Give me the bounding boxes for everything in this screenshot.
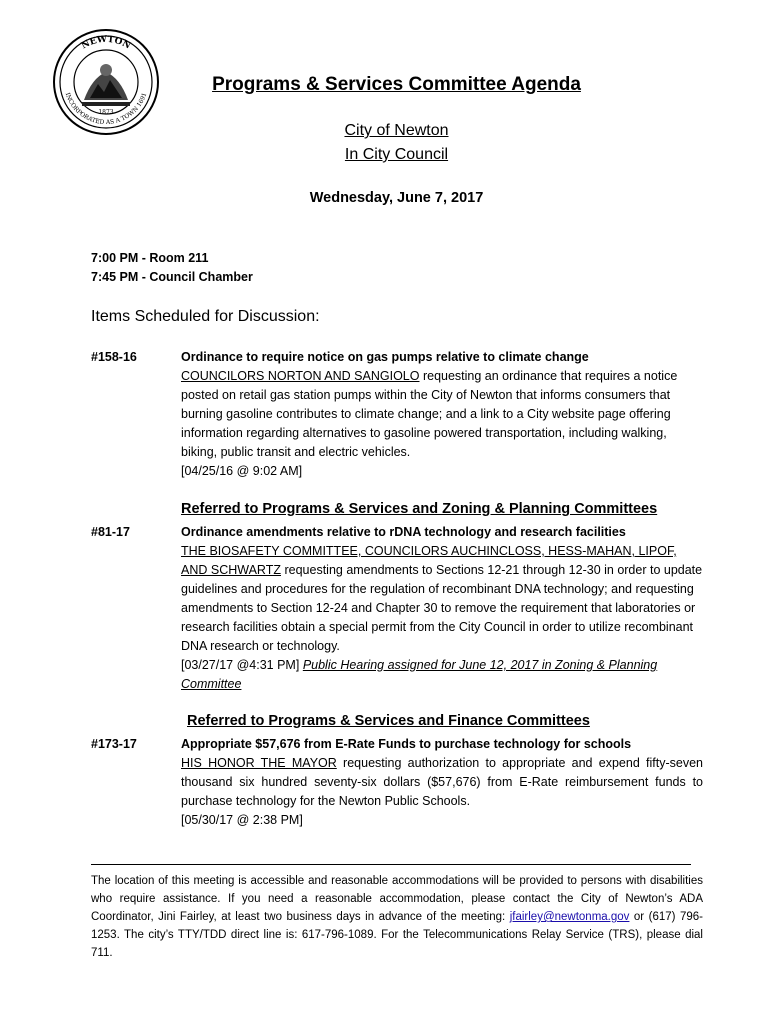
item-description: COUNCILORS NORTON AND SANGIOLO requesting an ordinance that requires a notice posted on retail gas station pumps within the City of Newton that informs consumers that burning gasoline contributes to climate change; and a link to a City website page offering information regarding alternatives to gasoline powered transportation, including walking, biking, public transit and electric vehicles. (181, 369, 678, 459)
item-description: HIS HONOR THE MAYOR requesting authorization to appropriate and expend fifty-seven thousand six hundred seventy-six dollars ($57,676) from E-Rate reimbursement funds to purchase technology for the Newton Public Schools. (181, 756, 703, 808)
item-number: #173-17 (91, 737, 137, 751)
accessibility-footer: The location of this meeting is accessible and reasonable accommodations will be provided to persons with disabilities who require assistance. If you need a reasonable accommodation, please contact the City of Newton’s ADA Coordinator, Jini Fairley, at least two business days in advance of the meeting: jfairley@newtonma.gov or (617) 796-1253. The city’s TTY/TDD direct line is: 617-796-1089. For the Telecommunications Relay Service (TRS), please dial 711. (91, 875, 703, 959)
meeting-date: Wednesday, June 7, 2017 (309, 190, 484, 206)
item-note: Public Hearing assigned for June 12, 2017 in Zoning & Planning Committee (181, 658, 658, 691)
seal-year: 1873 (98, 109, 114, 116)
seal-bottom-text: INCORPORATED AS A TOWN 1691 (63, 91, 149, 127)
meeting-times (91, 249, 253, 287)
page-title: Programs & Services Committee Agenda (212, 74, 581, 95)
item-sponsors: THE BIOSAFETY COMMITTEE, COUNCILORS AUCHINCLOSS, HESS-MAHAN, LIPOF, AND SCHWARTZ (181, 544, 677, 577)
section-heading: Items Scheduled for Discussion: (91, 308, 320, 325)
item-title: Ordinance amendments relative to rDNA technology and research facilities (181, 525, 626, 539)
item-number: #158-16 (91, 350, 137, 364)
item-title: Ordinance to require notice on gas pumps relative to climate change (181, 350, 589, 364)
city-name: City of Newton (344, 122, 449, 139)
council-name: In City Council (344, 146, 449, 163)
referral-heading: Referred to Programs & Services and Finance Committees (187, 713, 590, 729)
item-timestamp: [05/30/17 @ 2:38 PM] (181, 813, 303, 827)
agenda-item (181, 348, 703, 481)
ada-email-link[interactable]: jfairley@newtonma.gov (509, 911, 630, 923)
agenda-item (181, 735, 703, 830)
item-timestamp: [04/25/16 @ 9:02 AM] (181, 464, 303, 478)
referral-heading: Referred to Programs & Services and Zoning & Planning Committees (181, 501, 658, 517)
meeting-time-chamber: 7:45 PM - Council Chamber (91, 270, 253, 284)
item-title: Appropriate $57,676 from E-Rate Funds to purchase technology for schools (181, 737, 632, 751)
item-sponsors: COUNCILORS NORTON AND SANGIOLO (181, 369, 420, 383)
agenda-item (181, 523, 703, 694)
item-number: #81-17 (91, 525, 130, 539)
item-description: THE BIOSAFETY COMMITTEE, COUNCILORS AUCHINCLOSS, HESS-MAHAN, LIPOF, AND SCHWARTZ requesting amendments to Sections 12-21 through 12-30 in order to update guidelines and procedures for the regulation of recombinant DNA technology; and requesting amendments to Section 12-24 and Chapter 30 to remove the requirement that laboratories or research facilities obtain a special permit from the City Council in order to utilize recombinant DNA research or technology. (181, 544, 703, 653)
item-timestamp-note: [03/27/17 @4:31 PM] Public Hearing assigned for June 12, 2017 in Zoning & Planning Committee (181, 658, 658, 691)
seal-top-text: NEWTON (79, 34, 133, 52)
meeting-time-room: 7:00 PM - Room 211 (91, 251, 209, 265)
item-sponsors: HIS HONOR THE MAYOR (181, 756, 337, 770)
footer-divider (91, 864, 691, 865)
